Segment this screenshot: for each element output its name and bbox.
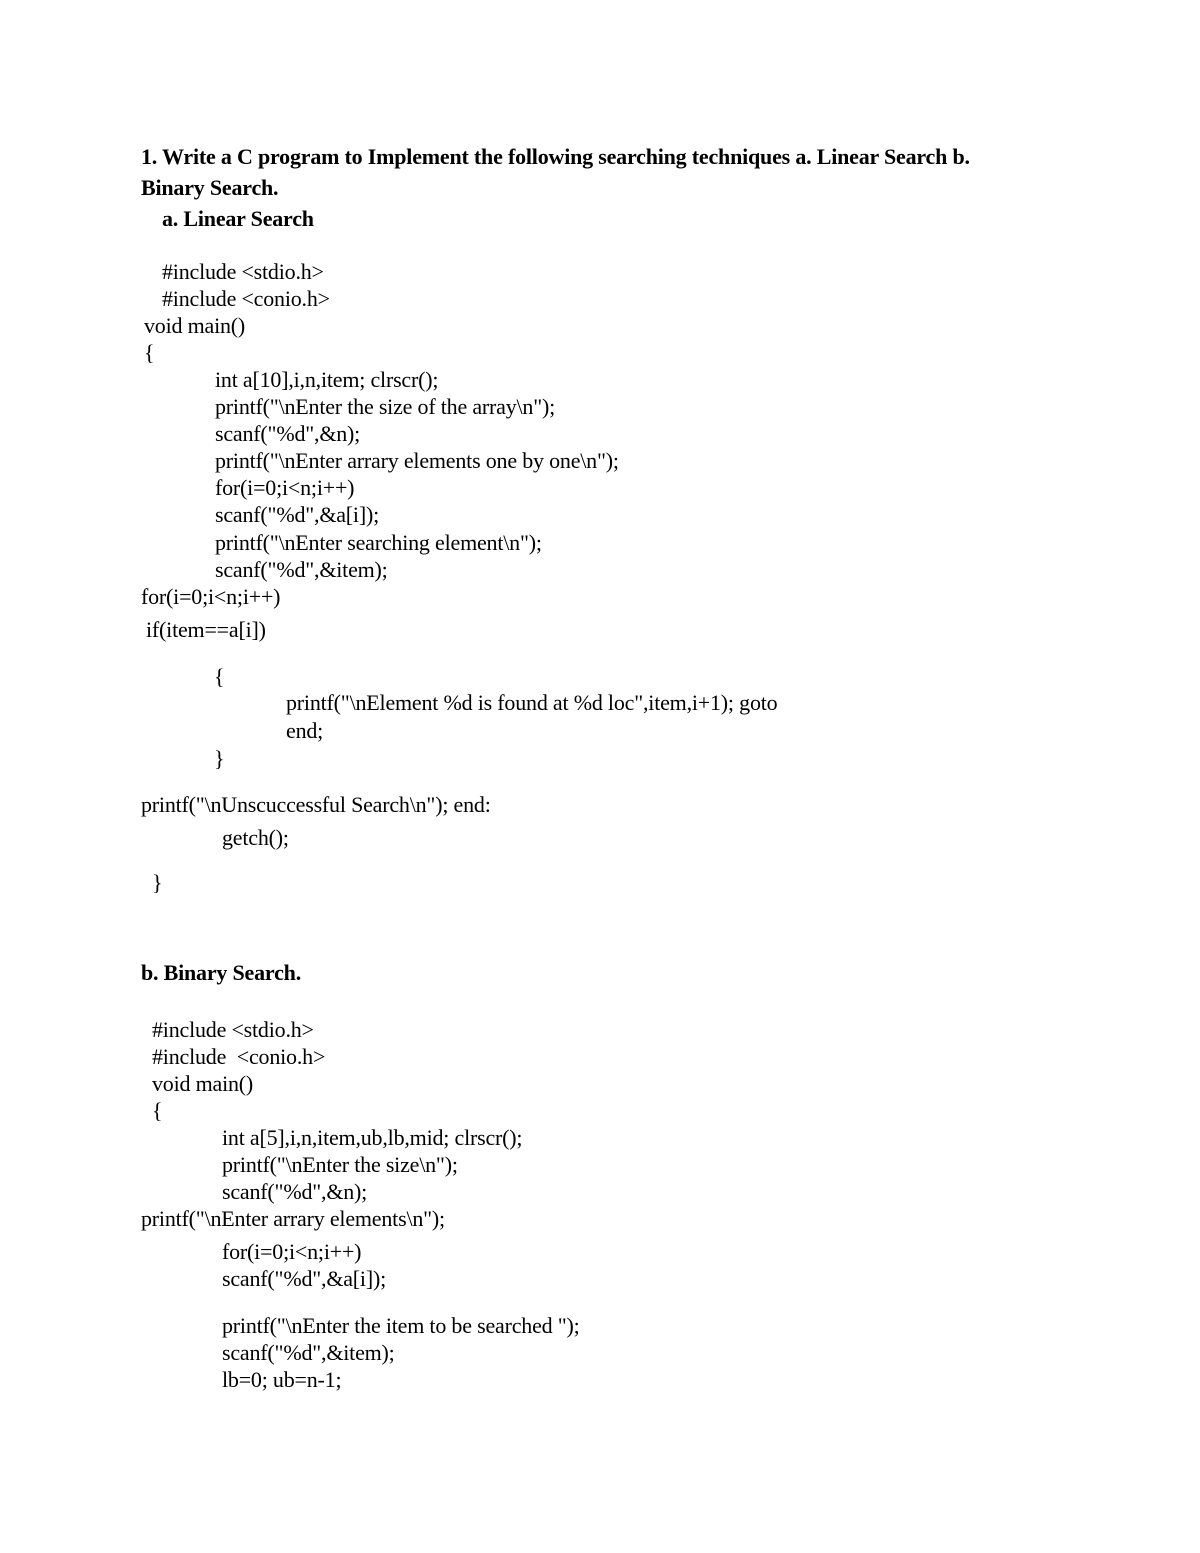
code-line: {	[144, 340, 155, 365]
code-line: scanf("%d",&a[i]);	[222, 1266, 387, 1291]
code-line: for(i=0;i<n;i++)	[215, 475, 355, 500]
code-line: int a[10],i,n,item; clrscr();	[215, 367, 439, 392]
code-line: }	[152, 870, 163, 895]
code-line: scanf("%d",&n);	[222, 1179, 368, 1204]
code-line: printf("\nUnscuccessful Search\n"); end:	[141, 792, 491, 817]
code-line: #include <stdio.h>	[162, 259, 324, 284]
question-heading-line-1: 1. Write a C program to Implement the following searching techniques a. Linear Search b.	[141, 144, 970, 169]
linear-search-title: a. Linear Search	[162, 206, 314, 231]
code-line: }	[214, 746, 225, 771]
code-line: printf("\nEnter arrary elements one by one\n");	[215, 448, 619, 473]
binary-search-title: b. Binary Search.	[141, 960, 301, 985]
code-line: scanf("%d",&n);	[215, 421, 361, 446]
code-line: scanf("%d",&item);	[215, 557, 388, 582]
code-line: getch();	[222, 825, 289, 850]
code-line: printf("\nElement %d is found at %d loc",item,i+1); goto	[286, 690, 778, 715]
code-line: for(i=0;i<n;i++)	[222, 1239, 362, 1264]
code-line: #include <conio.h>	[152, 1044, 326, 1069]
code-line: printf("\nEnter the item to be searched ");	[222, 1313, 580, 1338]
code-line: printf("\nEnter the size of the array\n");	[215, 394, 556, 419]
code-line: printf("\nEnter searching element\n");	[215, 530, 542, 555]
code-line: printf("\nEnter arrary elements\n");	[141, 1206, 445, 1231]
question-heading-line-2: Binary Search.	[141, 175, 279, 200]
code-line: for(i=0;i<n;i++)	[141, 584, 281, 609]
code-line: {	[152, 1098, 163, 1123]
code-line: void main()	[152, 1071, 254, 1096]
code-line: end;	[286, 718, 324, 743]
code-line: {	[214, 664, 225, 689]
code-line: scanf("%d",&item);	[222, 1340, 395, 1365]
code-line: lb=0; ub=n-1;	[222, 1367, 342, 1392]
code-line: #include <conio.h>	[162, 286, 330, 311]
code-line: void main()	[144, 313, 246, 338]
code-line: if(item==a[i])	[146, 617, 266, 642]
code-line: printf("\nEnter the size\n");	[222, 1152, 458, 1177]
code-line: int a[5],i,n,item,ub,lb,mid; clrscr();	[222, 1125, 523, 1150]
code-line: scanf("%d",&a[i]);	[215, 502, 380, 527]
code-line: #include <stdio.h>	[152, 1017, 314, 1042]
